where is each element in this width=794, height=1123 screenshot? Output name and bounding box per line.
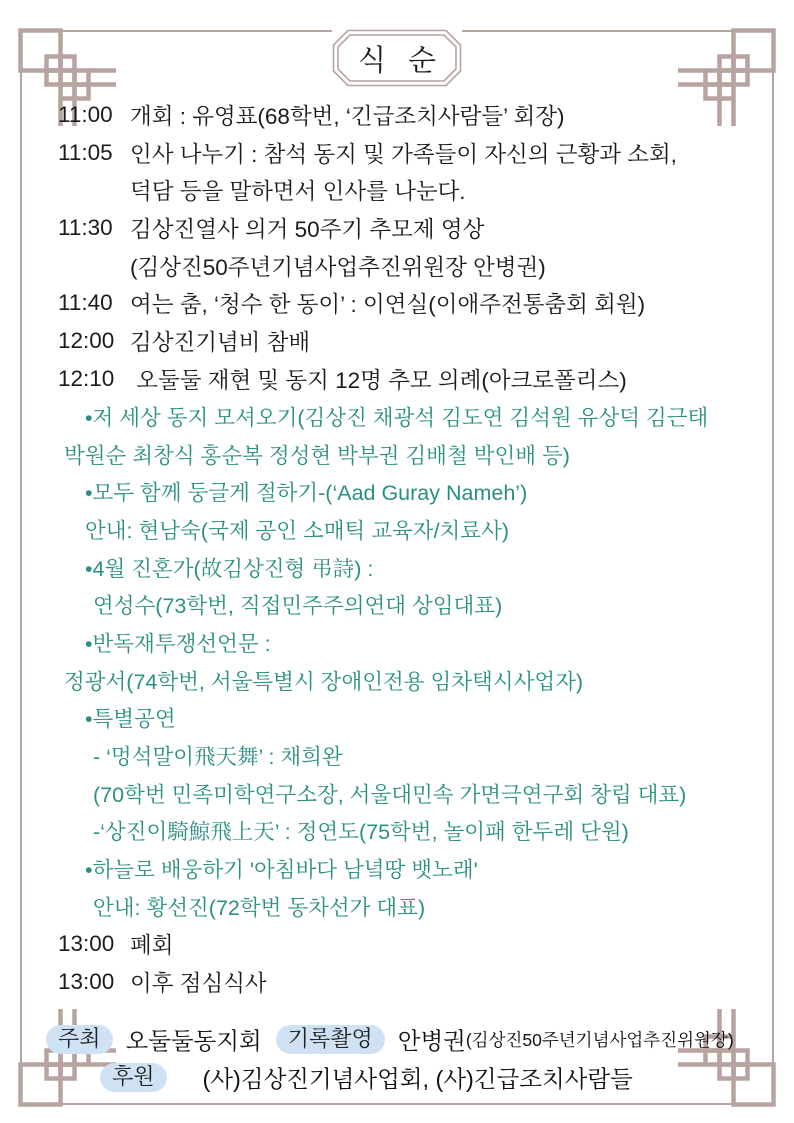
schedule-line: [0, 963, 794, 1001]
schedule-line: [0, 661, 794, 699]
schedule-text: •모두 함께 둥글게 절하기-(‘Aad Guray Nameh’): [85, 481, 528, 506]
schedule-line: [0, 247, 794, 285]
host-badge: 주최: [46, 1025, 113, 1054]
schedule-text: 개회 : 유영표(68학번, ‘긴급조치사람들’ 회장): [130, 103, 565, 129]
schedule-line: [0, 96, 794, 134]
schedule-time: 11:30: [58, 214, 113, 240]
schedule-time: 11:40: [58, 290, 113, 316]
schedule-text: 안내: 현남숙(국제 공인 소매틱 교육자/치료사): [85, 518, 510, 543]
schedule-line: [0, 360, 794, 398]
schedule-time: 12:00: [58, 327, 115, 353]
credits-section: [0, 1020, 794, 1096]
schedule-text: 정광서(74학번, 서울특별시 장애인전용 임차택시사업자): [64, 669, 584, 694]
schedule-line: [0, 209, 794, 247]
schedule-text: 폐회: [130, 932, 174, 958]
schedule-line: [0, 473, 794, 511]
schedule-line: [0, 548, 794, 586]
recording-value-note: (김상진50주년기념사업추진위원장): [465, 1029, 734, 1050]
schedule-line: [0, 398, 794, 436]
schedule-line: [0, 171, 794, 209]
schedule-text: •4월 진혼가(故김상진형 弔詩) :: [85, 556, 374, 581]
schedule-text: 덕담 등을 말하면서 인사를 나눈다.: [130, 179, 466, 205]
page-title: 식 순: [357, 44, 444, 77]
schedule-time: 13:00: [58, 930, 115, 956]
schedule-text: •특별공연: [85, 707, 176, 732]
schedule-text: 박원순 최창식 홍순복 정성현 박부권 김배철 박인배 등): [64, 443, 570, 468]
credits-row-host: [0, 1020, 794, 1058]
schedule-line: [0, 284, 794, 322]
schedule-text: 인사 나누기 : 참석 동지 및 가족들이 자신의 근황과 소회,: [130, 141, 677, 167]
schedule-line: [0, 586, 794, 624]
sponsor-badge: 후원: [100, 1063, 167, 1092]
host-value: 오둘둘동지회: [125, 1028, 262, 1054]
schedule-text: 안내: 황선진(72학번 동차선가 대표): [93, 895, 426, 920]
schedule-line: [0, 850, 794, 888]
schedule-text: -‘상진이騎鯨飛上天’ : 정연도(75학번, 놀이패 한두레 단원): [93, 820, 629, 845]
schedule-time: 11:05: [58, 139, 113, 165]
schedule-line: [0, 435, 794, 473]
schedule-line: [0, 134, 794, 172]
schedule-line: [0, 511, 794, 549]
schedule-line: [0, 322, 794, 360]
schedule-line: [0, 925, 794, 963]
schedule-text: •저 세상 동지 모셔오기(김상진 채광석 김도연 김석원 유상덕 김근태: [85, 405, 709, 430]
schedule-text: 김상진기념비 참배: [130, 329, 311, 355]
schedule-line: [0, 624, 794, 662]
schedule-line: [0, 774, 794, 812]
schedule-text: 이후 점심식사: [130, 970, 267, 996]
schedule-text: 여는 춤, ‘청수 한 동이’ : 이연실(이애주전통춤회 회원): [130, 292, 646, 318]
schedule-list: [0, 96, 794, 1001]
schedule-text: 김상진열사 의거 50주기 추모제 영상: [130, 216, 485, 242]
recording-badge: 기록촬영: [276, 1025, 385, 1054]
page-title-box: [332, 29, 462, 87]
schedule-text: - ‘멍석말이飛天舞’ : 채희완: [93, 745, 343, 770]
schedule-line: [0, 737, 794, 775]
sponsor-value: (사)김상진기념사업회, (사)긴급조치사람들: [202, 1066, 633, 1092]
schedule-text: •하늘로 배웅하기 '아침바다 남녘땅 뱃노래': [85, 858, 478, 883]
schedule-text: (70학번 민족미학연구소장, 서울대민속 가면극연구회 창립 대표): [93, 782, 687, 807]
schedule-line: [0, 887, 794, 925]
schedule-time: 11:00: [58, 101, 113, 127]
schedule-time: 13:00: [58, 968, 115, 994]
schedule-line: [0, 812, 794, 850]
schedule-line: [0, 699, 794, 737]
schedule-time: 12:10: [58, 365, 115, 391]
schedule-text: •반독재투쟁선언문 :: [85, 631, 271, 656]
recording-value: 안병권: [397, 1028, 466, 1054]
schedule-text: (김상진50주년기념사업추진위원장 안병권): [130, 254, 546, 280]
schedule-text: 연성수(73학번, 직접민주주의연대 상임대표): [93, 594, 503, 619]
credits-row-sponsor: [0, 1058, 794, 1096]
schedule-text: 오둘둘 재현 및 동지 12명 추모 의례(아크로폴리스): [130, 367, 627, 393]
